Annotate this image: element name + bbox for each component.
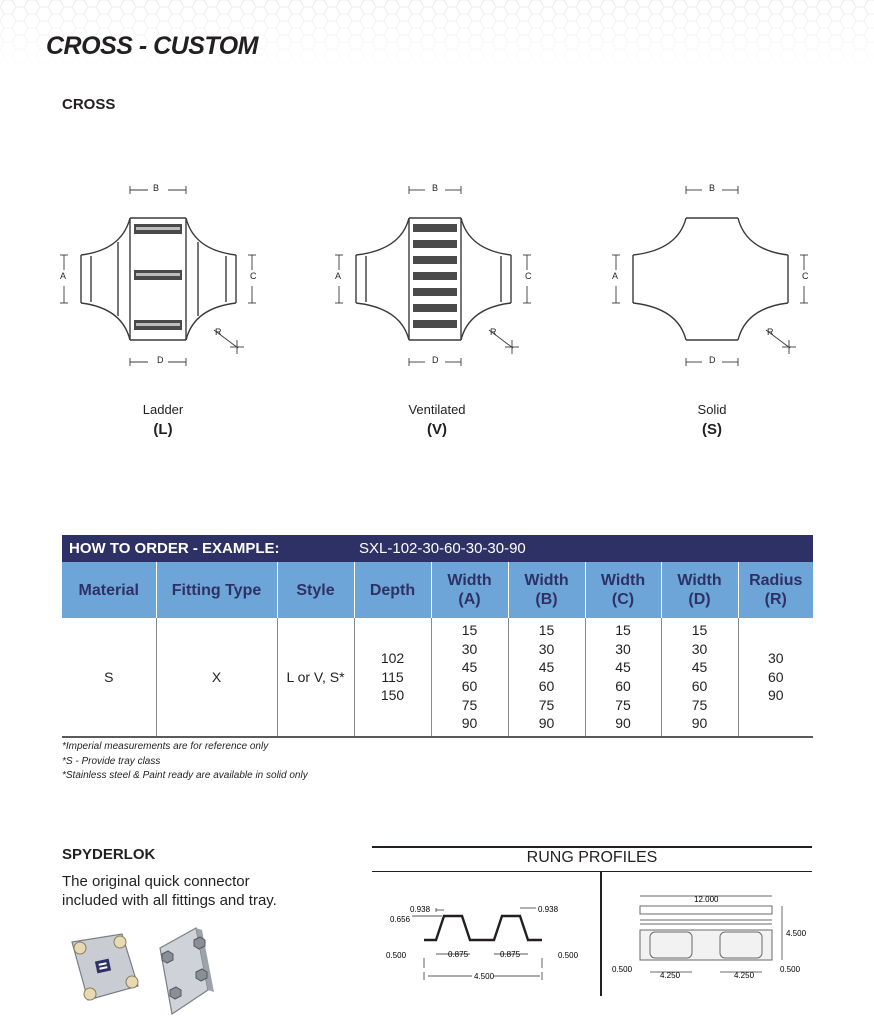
connector-plate-side [160, 928, 214, 1014]
ladder-cross-diagram [56, 180, 256, 370]
header-width-a: Width (A) [431, 562, 508, 618]
dim-0500-ra: 0.500 [612, 965, 633, 974]
spyderlok-description: The original quick connector included with all fittings and tray. [62, 873, 277, 909]
figure-code-ventilated: (V) [427, 421, 447, 438]
dim-label-a: A [612, 271, 619, 281]
dim-4250-b: 4.250 [734, 971, 755, 980]
cell-material: S [62, 618, 156, 737]
figure-code-solid: (S) [702, 421, 722, 438]
figure-code-ladder: (L) [153, 421, 173, 438]
cell-style: L or V, S* [277, 618, 354, 737]
dim-0938-b: 0.938 [538, 905, 559, 914]
order-table [62, 562, 813, 738]
cell-width-b: 15 30 45 60 75 90 [508, 618, 585, 737]
cell-depth: 102 115 150 [354, 618, 431, 737]
dim-0938-a: 0.938 [410, 905, 431, 914]
header-style: Style [277, 562, 354, 618]
dim-label-c: C [250, 271, 257, 281]
page-title: CROSS - CUSTOM [46, 32, 258, 60]
dim-4500: 4.500 [474, 972, 495, 981]
dim-label-r: R [767, 327, 774, 337]
header-material: Material [62, 562, 156, 618]
cell-width-a: 15 30 45 60 75 90 [431, 618, 508, 737]
dim-label-b: B [709, 183, 716, 193]
dim-label-r: R [215, 327, 222, 337]
dim-4500-r: 4.500 [786, 929, 807, 938]
rung-top-rule [372, 846, 812, 848]
dim-label-r: R [490, 327, 497, 337]
header-radius: Radius (R) [738, 562, 813, 618]
dim-label-b: B [153, 183, 160, 193]
cell-radius: 30 60 90 [738, 618, 813, 737]
table-row [62, 618, 813, 737]
dim-0875-a: 0.875 [448, 950, 469, 959]
spyderlok-connector-image [62, 920, 222, 1024]
dim-label-b: B [432, 183, 439, 193]
figure-label-ladder: Ladder [142, 402, 184, 417]
footnote: *Imperial measurements are for reference only [62, 741, 269, 752]
rung-profiles-title: RUNG PROFILES [526, 849, 658, 866]
cell-fitting-type: X [156, 618, 277, 737]
dim-12000: 12.000 [694, 895, 719, 904]
footnote: *S - Provide tray class [62, 755, 161, 767]
header-fitting-type: Fitting Type [156, 562, 277, 618]
spyderlok-title: SPYDERLOK [62, 846, 156, 863]
header-width-c: Width (C) [585, 562, 661, 618]
footnote: *Stainless steel & Paint ready are available in solid only [62, 770, 308, 781]
dim-0500-b: 0.500 [558, 951, 579, 960]
dim-0656: 0.656 [390, 915, 411, 924]
how-to-order-bar [62, 535, 813, 562]
rung-profile-drawings [372, 872, 812, 996]
dim-label-a: A [335, 271, 342, 281]
cell-width-d: 15 30 45 60 75 90 [661, 618, 738, 737]
dim-label-d: D [432, 355, 439, 365]
header-depth: Depth [354, 562, 431, 618]
figure-label-solid: Solid [697, 402, 727, 417]
connector-plate-front [72, 934, 138, 1000]
solid-cross-diagram [608, 180, 808, 370]
footnotes [62, 740, 308, 784]
dim-4250-a: 4.250 [660, 971, 681, 980]
order-example-code: SXL-102-30-60-30-30-90 [359, 540, 526, 557]
cell-width-c: 15 30 45 60 75 90 [585, 618, 661, 737]
how-to-order-label: HOW TO ORDER - EXAMPLE: [69, 540, 280, 557]
table-header-row [62, 562, 813, 618]
dim-label-c: C [802, 271, 809, 281]
dim-label-c: C [525, 271, 532, 281]
figure-label-ventilated: Ventilated [408, 402, 466, 417]
ventilated-cross-diagram [331, 180, 531, 370]
dim-label-d: D [709, 355, 716, 365]
dim-0500-rb: 0.500 [780, 965, 801, 974]
dim-0500-a: 0.500 [386, 951, 407, 960]
dim-label-d: D [157, 355, 164, 365]
section-title: CROSS [62, 96, 116, 113]
header-width-d: Width (D) [661, 562, 738, 618]
dim-label-a: A [60, 271, 67, 281]
dim-0875-b: 0.875 [500, 950, 521, 959]
header-width-b: Width (B) [508, 562, 585, 618]
